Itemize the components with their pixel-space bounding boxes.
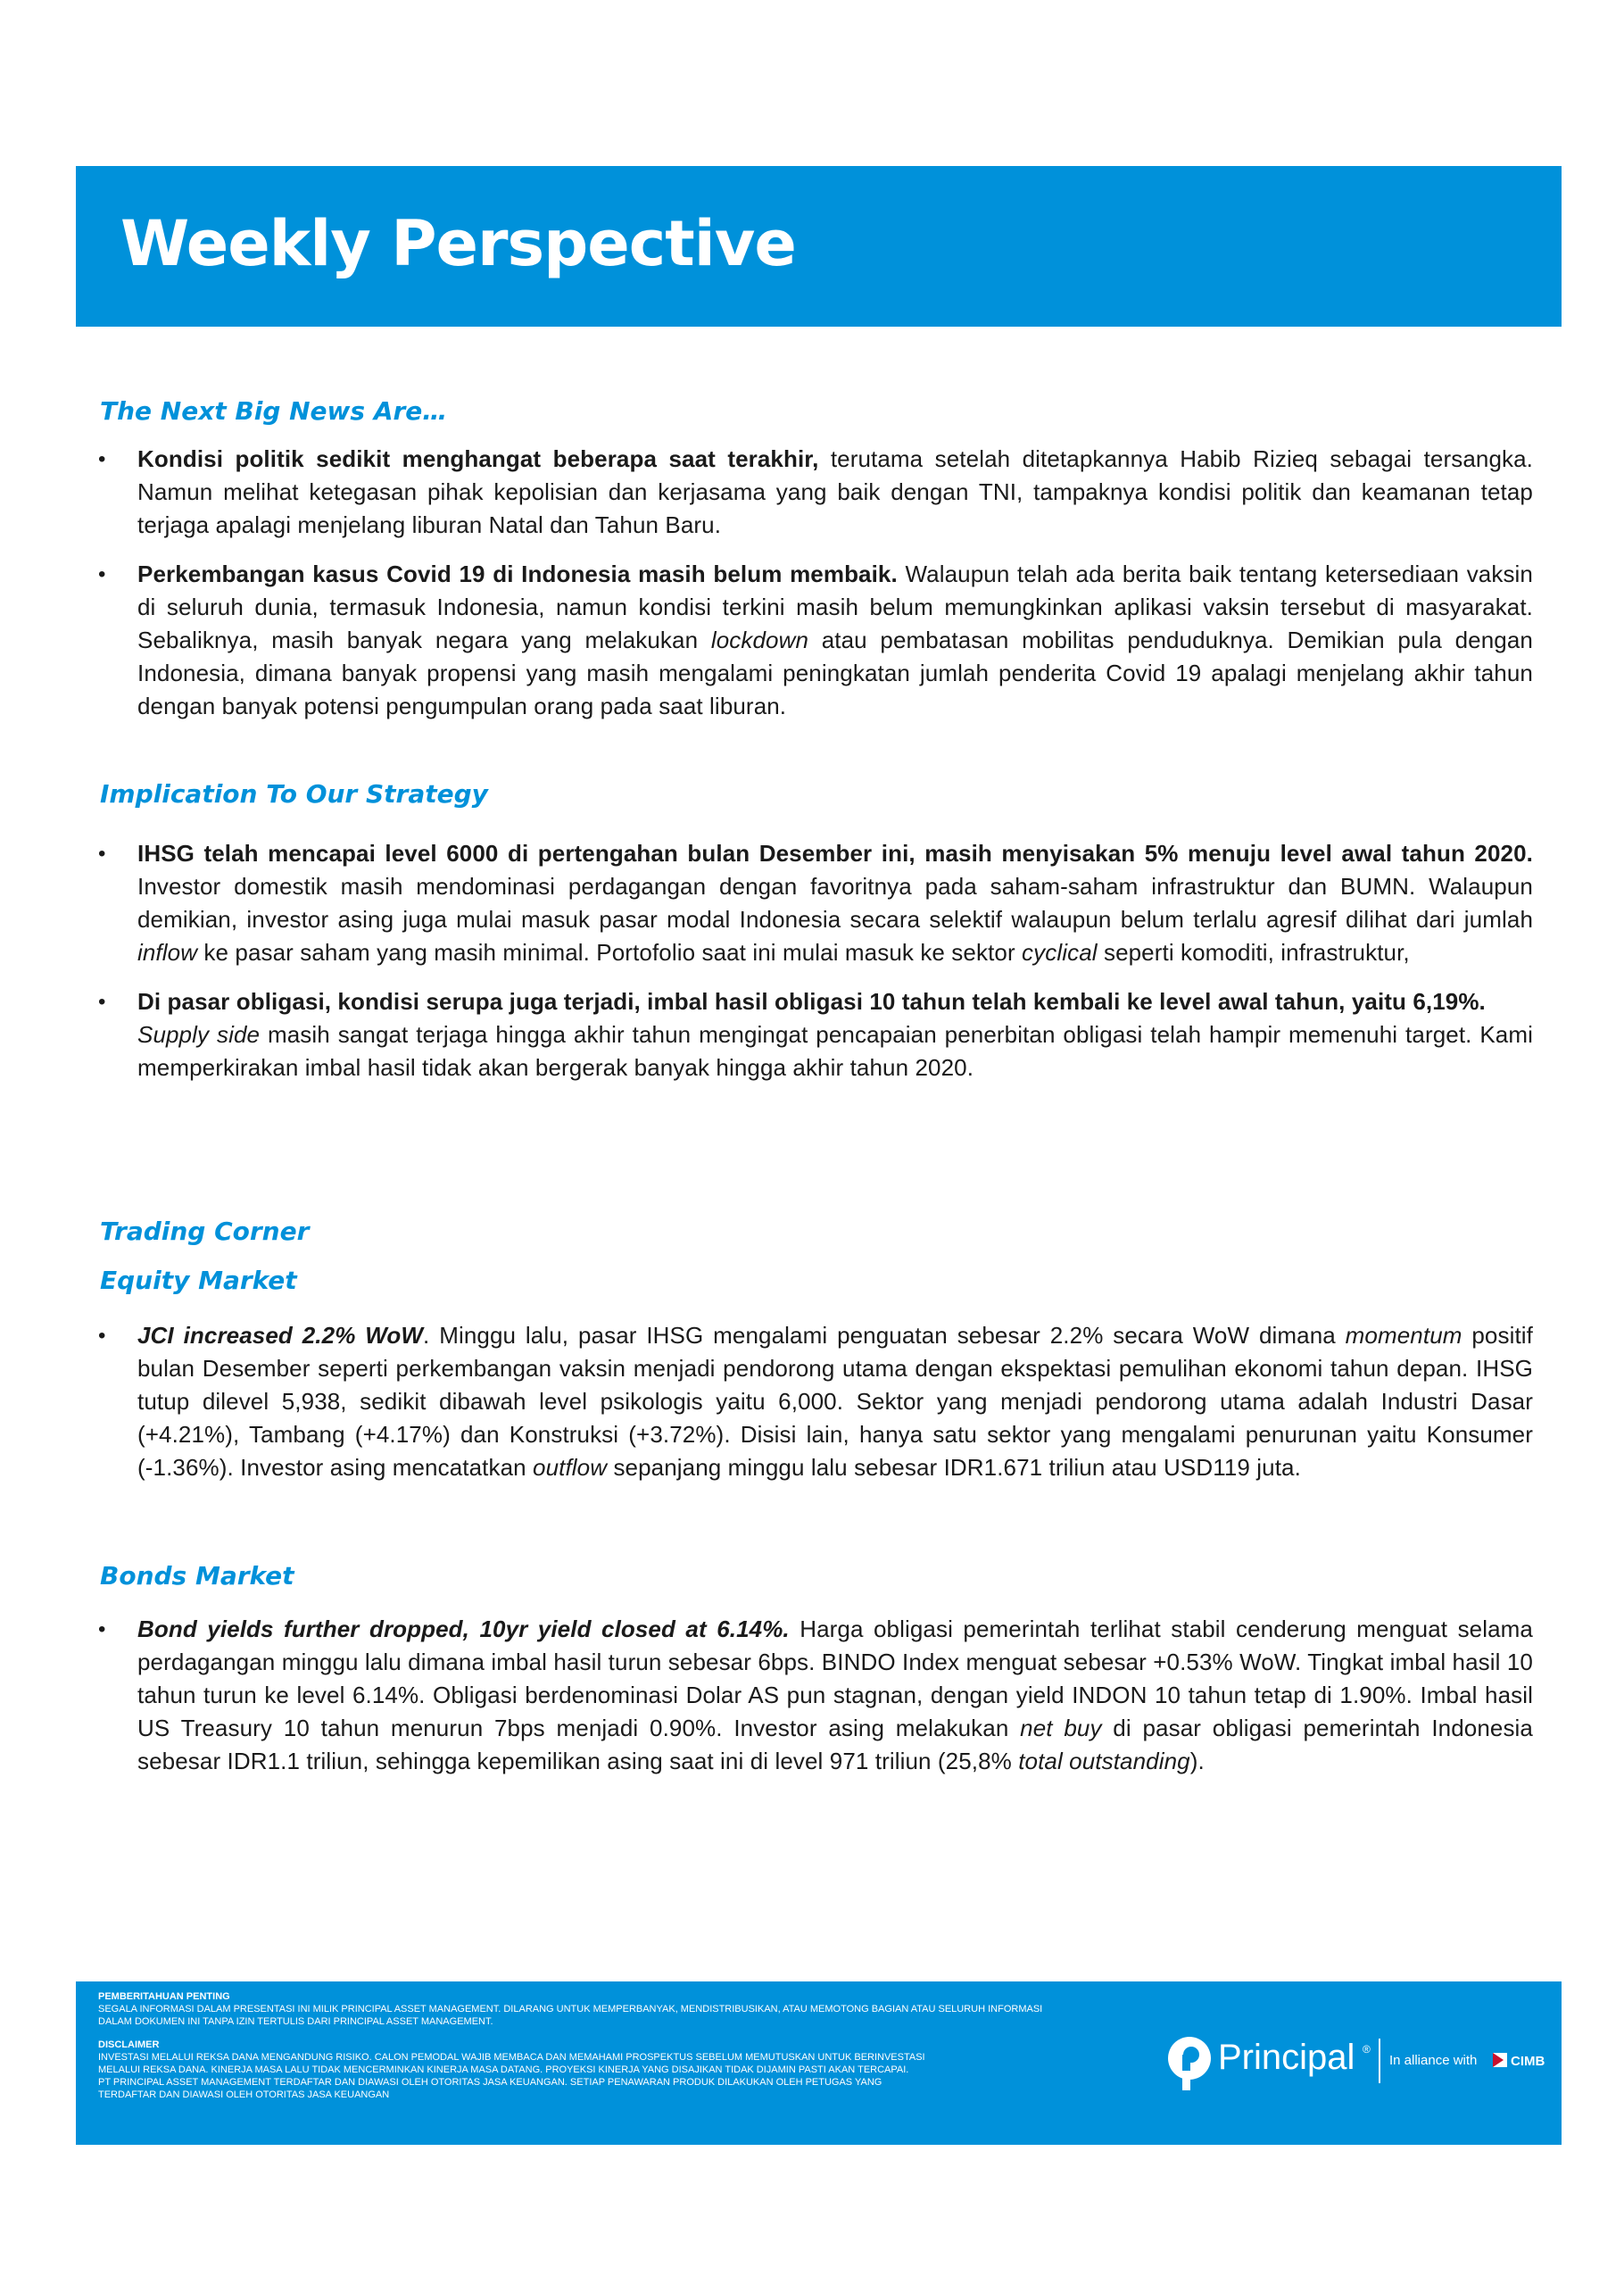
footer-banner xyxy=(76,1981,1562,2145)
section-heading-equity-market: Equity Market xyxy=(100,1266,297,1295)
italic-term: momentum xyxy=(1345,1322,1462,1349)
italic-term: total outstanding xyxy=(1018,1748,1190,1774)
disclaimer-line: MELALUI REKSA DANA. KINERJA MASA LALU TIDAK MENCERMINKAN KINERJA MASA DATANG. PROYEKSI KINERJA YANG DISAJIKAN TIDAK DIJAMIN PASTI AKAN TERCAPAI. xyxy=(98,2064,909,2075)
section-heading-trading-corner: Trading Corner xyxy=(100,1217,310,1246)
body-text: Harga obligasi pemerintah terlihat stabil cenderung menguat selama perdagangan minggu lalu dimana imbal hasil turun sebesar 6bps. BINDO Index menguat sebesar +0.53% WoW. Tingkat imbal hasil 10 tahun turun ke level 6.14%. Obligasi berdenominasi Dolar AS pun stagnan, dengan yield INDON 10 tahun tetap di 1.90%. Imbal hasil US Treasury 10 tahun menurun 7bps menjadi 0.90%. Investor asing melakukan xyxy=(137,1616,1533,1741)
italic-term: cyclical xyxy=(1022,939,1098,966)
body-text: seperti komoditi, infrastruktur, xyxy=(1097,939,1410,966)
bullet-icon: • xyxy=(98,990,106,1014)
bold-lead: Di pasar obligasi, kondisi serupa juga terjadi, imbal hasil obligasi 10 tahun telah kembali ke level awal tahun, yaitu 6,19%. xyxy=(137,988,1486,1015)
footer-disclaimer xyxy=(98,1990,1196,2101)
body-text: ke pasar saham yang masih minimal. Portofolio saat ini mulai masuk ke sektor xyxy=(197,939,1023,966)
equity-list xyxy=(98,1319,1533,1500)
paragraph xyxy=(137,985,1533,1084)
bullet-icon: • xyxy=(98,1324,106,1348)
body-text: positif bulan Desember seperti perkembangan vaksin menjadi pendorong utama dengan ekspektasi pemulihan ekonomi tahun depan. IHSG tutup dilevel 5,938, sedikit dibawah level psikologis yaitu 6,000. Sektor yang menjadi pendorong utama adalah Industri Dasar (+4.21%), Tambang (+4.17%) dan Konstruksi (+3.72%). Disisi lain, hanya satu sektor yang mengalami penurunan yaitu Konsumer (-1.36%). Investor asing mencatatkan xyxy=(137,1322,1533,1481)
list-item xyxy=(98,837,1533,969)
bullet-icon: • xyxy=(98,447,106,471)
section-heading-bonds-market: Bonds Market xyxy=(100,1561,294,1591)
disclaimer-line: TERDAFTAR DAN DIAWASI OLEH OTORITAS JASA KEUANGAN xyxy=(98,2089,390,2100)
body-text: sepanjang minggu lalu sebesar IDR1.671 triliun atau USD119 juta. xyxy=(607,1454,1301,1481)
italic-term: Supply side xyxy=(137,1021,261,1048)
list-item xyxy=(98,443,1533,542)
principal-logo xyxy=(1164,2026,1548,2097)
section-heading-implication: Implication To Our Strategy xyxy=(100,779,488,809)
logo-divider xyxy=(1379,2039,1380,2083)
list-item xyxy=(98,1613,1533,1778)
disclaimer-line: PT PRINCIPAL ASSET MANAGEMENT TERDAFTAR DAN DIAWASI OLEH OTORITAS JASA KEUANGAN. SETIAP PENAWARAN PRODUK DILAKUKAN OLEH PETUGAS YANG xyxy=(98,2077,882,2088)
notice-heading: PEMBERITAHUAN PENTING xyxy=(98,1991,230,2002)
list-item xyxy=(98,558,1533,723)
paragraph xyxy=(137,1319,1533,1484)
body-text: . Minggu lalu, pasar IHSG mengalami penguatan sebesar 2.2% secara WoW dimana xyxy=(423,1322,1346,1349)
list-item xyxy=(98,1319,1533,1484)
italic-term: outflow xyxy=(533,1454,608,1481)
bonds-list xyxy=(98,1613,1533,1794)
list-item xyxy=(98,985,1533,1084)
header-banner xyxy=(76,166,1562,327)
bullet-icon: • xyxy=(98,1617,106,1641)
implication-list xyxy=(98,837,1533,1101)
notice-line: SEGALA INFORMASI DALAM PRESENTASI INI MILIK PRINCIPAL ASSET MANAGEMENT. DILARANG UNTUK MEMPERBANYAK, MENDISTRIBUSIKAN, ATAU MEMOTONG BAGIAN ATAU SELURUH INFORMASI xyxy=(98,2004,1043,2014)
bold-lead: IHSG telah mencapai level 6000 di pertengahan bulan Desember ini, masih menyisakan 5% menuju level awal tahun 2020. xyxy=(137,840,1533,867)
body-text: Walaupun telah ada berita baik tentang ketersediaan vaksin di seluruh dunia, termasuk Indonesia, namun kondisi terkini masih belum memungkinkan aplikasi vaksin tersebut di masyarakat. Sebaliknya, masih banyak negara yang melakukan xyxy=(137,561,1533,653)
bullet-icon: • xyxy=(98,562,106,586)
italic-term: lockdown xyxy=(710,627,809,653)
body-text: ). xyxy=(1189,1748,1205,1774)
paragraph xyxy=(137,443,1533,542)
bold-lead: Bond yields further dropped, 10yr yield closed at 6.14%. xyxy=(137,1616,790,1642)
bullet-icon: • xyxy=(98,842,106,866)
italic-term: net buy xyxy=(1020,1715,1102,1741)
body-text: di pasar obligasi pemerintah Indonesia sebesar IDR1.1 triliun, sehingga kepemilikan asing saat ini di level 971 triliun (25,8% xyxy=(137,1715,1533,1774)
italic-term: inflow xyxy=(137,939,198,966)
bold-lead: Kondisi politik sedikit menghangat beberapa saat terakhir, xyxy=(137,445,819,472)
bold-lead: Perkembangan kasus Covid 19 di Indonesia masih belum membaik. xyxy=(137,561,898,587)
body-text: masih sangat terjaga hingga akhir tahun mengingat pencapaian penerbitan obligasi telah hampir memenuhi target. Kami memperkirakan imbal hasil tidak akan bergerak banyak hingga akhir tahun 2020. xyxy=(137,1021,1533,1081)
section-heading-next-big-news: The Next Big News Are… xyxy=(100,396,448,426)
logo-brand-text: Principal xyxy=(1218,2038,1355,2077)
body-text: Investor domestik masih mendominasi perdagangan dengan favoritnya pada saham-saham infrastruktur dan BUMN. Walaupun demikian, investor asing juga mulai masuk pasar modal Indonesia secara selektif walaupun belum terlalu agresif dilihat dari jumlah xyxy=(137,873,1533,933)
disclaimer-heading: DISCLAIMER xyxy=(98,2039,160,2050)
notice-line: DALAM DOKUMEN INI TANPA IZIN TERTULIS DARI PRINCIPAL ASSET MANAGEMENT. xyxy=(98,2016,493,2027)
logo-partner-text: CIMB xyxy=(1511,2054,1545,2069)
page-title: Weekly Perspective xyxy=(120,207,796,280)
body-text: terutama setelah ditetapkannya Habib Rizieq sebagai tersangka. Namun melihat ketegasan pihak kepolisian dan kerjasama yang baik dengan TNI, tampaknya kondisi politik dan keamanan tetap terjaga apalagi menjelang liburan Natal dan Tahun Baru. xyxy=(137,445,1533,538)
principal-logo-icon xyxy=(1168,2037,1211,2090)
logo-alliance-text: In alliance with xyxy=(1389,2053,1478,2068)
body-text: atau pembatasan mobilitas penduduknya. Demikian pula dengan Indonesia, dimana banyak propensi yang masih mengalami peningkatan jumlah penderita Covid 19 apalagi menjelang akhir tahun dengan banyak potensi pengumpulan orang pada saat liburan. xyxy=(137,627,1533,719)
paragraph xyxy=(137,1613,1533,1778)
paragraph xyxy=(137,837,1533,969)
paragraph xyxy=(137,558,1533,723)
bold-lead: JCI increased 2.2% WoW xyxy=(137,1322,424,1349)
cimb-logo-icon xyxy=(1493,2053,1507,2067)
disclaimer-line: INVESTASI MELALUI REKSA DANA MENGANDUNG RISIKO. CALON PEMODAL WAJIB MEMBACA DAN MEMAHAMI PROSPEKTUS SEBELUM MEMUTUSKAN UNTUK BERINVESTASI xyxy=(98,2052,925,2063)
next-big-news-list xyxy=(98,443,1533,739)
logo-registered-mark: ® xyxy=(1363,2043,1371,2056)
